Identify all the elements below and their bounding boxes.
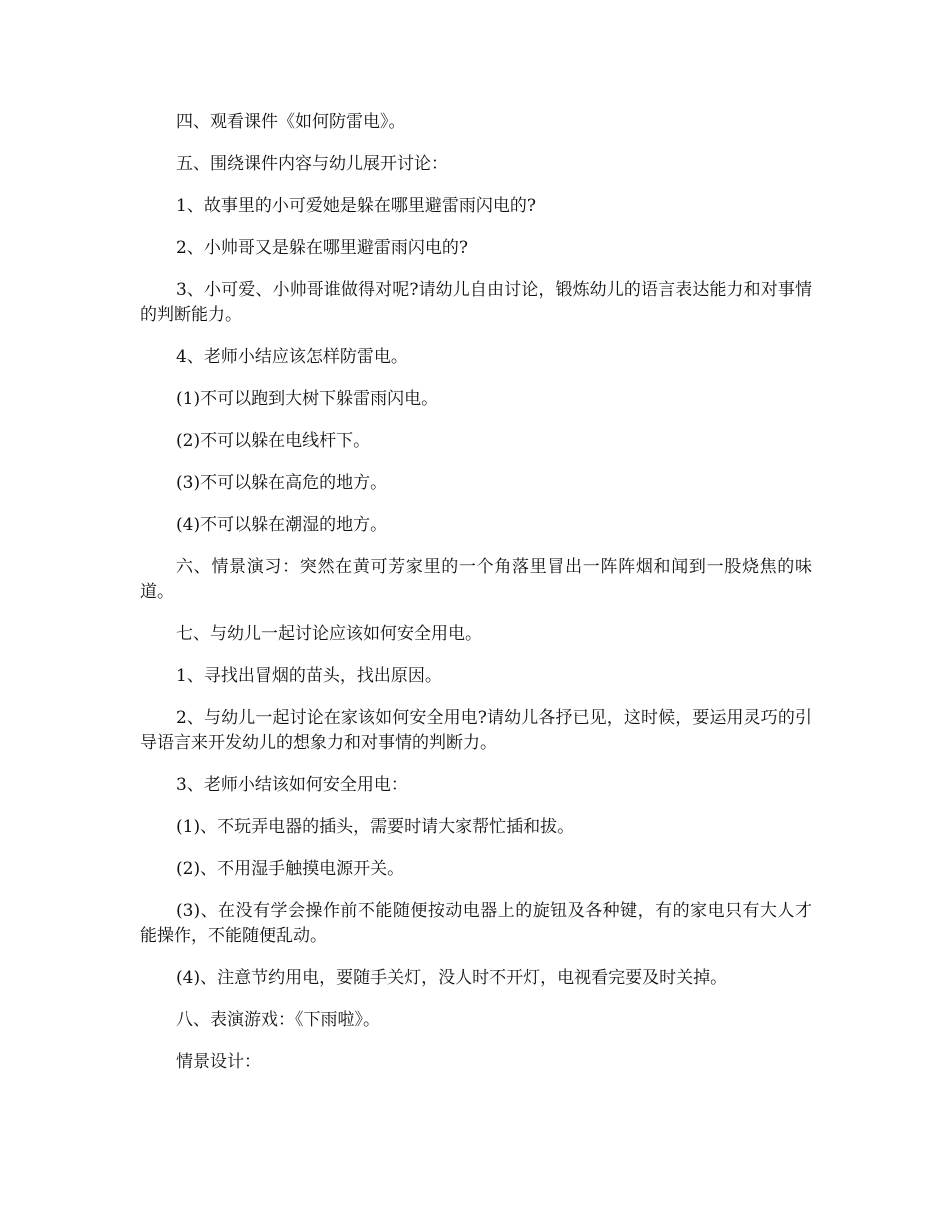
- section-heading-8: 八、表演游戏：《下雨啦》。: [176, 1010, 380, 1030]
- discussion-question-1: 1、故事里的小可爱她是躲在哪里避雷雨闪电的?: [176, 196, 536, 216]
- section-heading-7: 七、与幼儿一起讨论应该如何安全用电。: [176, 624, 482, 644]
- section-heading-6: 六、情景演习：突然在黄可芳家里的一个角落里冒出一阵阵烟和闻到一股烧焦的味道。: [140, 557, 812, 602]
- scene-design-label: 情景设计：: [176, 1052, 261, 1072]
- electricity-rule-4: (4)、注意节约用电，要随手关灯，没人时不开灯，电视看完要及时关掉。: [176, 968, 728, 988]
- discussion-question-3: 3、小可爱、小帅哥谁做得对呢?请幼儿自由讨论，锻炼幼儿的语言表达能力和对事情的判断能力。: [140, 280, 812, 325]
- electricity-step-1: 1、寻找出冒烟的苗头，找出原因。: [176, 666, 442, 686]
- section-heading-5: 五、围绕课件内容与幼儿展开讨论：: [176, 154, 448, 174]
- electricity-rule-3: (3)、在没有学会操作前不能随便按动电器上的旋钮及各种键，有的家电只有大人才能操作，不能随便乱动。: [140, 901, 812, 946]
- lightning-rule-1: (1)不可以跑到大树下躲雷雨闪电。: [176, 389, 439, 409]
- electricity-rule-2: (2)、不用湿手触摸电源开关。: [176, 859, 405, 879]
- lightning-rule-4: (4)不可以躲在潮湿的地方。: [176, 515, 388, 535]
- lightning-rule-2: (2)不可以躲在电线杆下。: [176, 431, 371, 451]
- lightning-rule-3: (3)不可以躲在高危的地方。: [176, 473, 388, 493]
- electricity-rule-1: (1)、不玩弄电器的插头，需要时请大家帮忙插和拔。: [176, 817, 575, 837]
- discussion-question-2: 2、小帅哥又是躲在哪里避雷雨闪电的?: [176, 238, 468, 258]
- teacher-summary-lightning: 4、老师小结应该怎样防雷电。: [176, 347, 408, 367]
- electricity-step-2: 2、与幼儿一起讨论在家该如何安全用电?请幼儿各抒已见，这时候，要运用灵巧的引导语言来开发幼儿的想象力和对事情的判断力。: [140, 708, 812, 753]
- section-heading-4: 四、观看课件《如何防雷电》。: [176, 112, 406, 132]
- document-body: [140, 110, 812, 1092]
- teacher-summary-electricity: 3、老师小结该如何安全用电：: [176, 775, 408, 795]
